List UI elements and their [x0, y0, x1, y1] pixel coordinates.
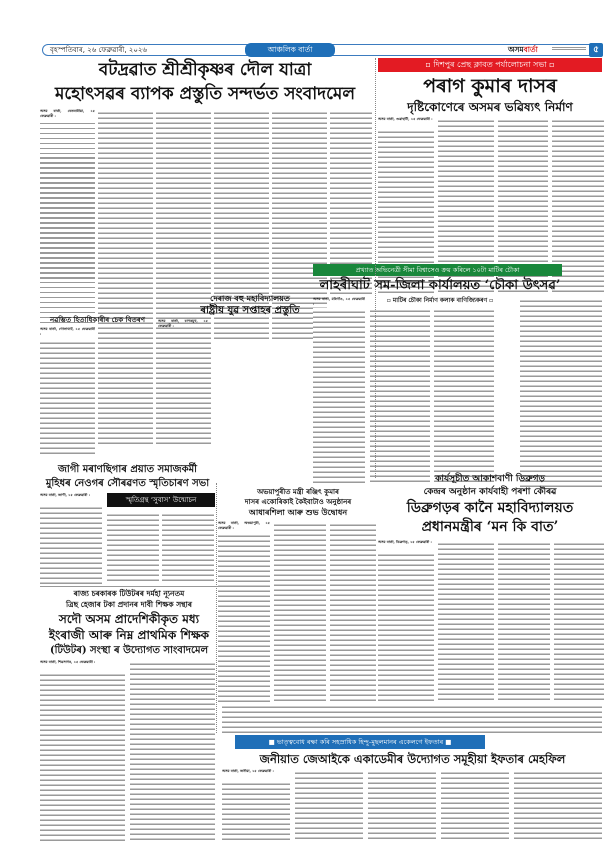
chouka-body-col3 [434, 307, 494, 483]
dol-jatra-body-col2 [98, 109, 153, 444]
issue-date: বৃহস্পতিবাৰ, ২৬ ফেব্ৰুৱাৰী, ২০২৬ [50, 46, 148, 54]
website-info-icon [552, 46, 586, 54]
mkb-dateline: অসম বাৰ্তা, ডিব্ৰুগড়, ২৫ ফেব্ৰুৱাৰী : [378, 540, 432, 544]
section-rule [40, 586, 218, 587]
iftar-kicker: ■ ভাতৃত্ববোধ ৰক্ষা কৰি সহস্ৰাধিক হিন্দু-মুছলমানৰ একেলগে ইফতাৰ ■ [235, 735, 485, 749]
mkb-kicker-1: কাৰ্যসূচীত আকাশবাণী ডিব্ৰুগড় [435, 474, 545, 484]
parag-headline-2: দৃষ্টিকোণেৰে অসমৰ ভৱিষ্যৎ নিৰ্মাণ [407, 100, 573, 114]
dol-jatra-headline-2: মহোৎসৱৰ ব্যাপক প্ৰস্তুতি সন্দৰ্ভত সংবাদমেল [54, 84, 356, 104]
abhayapuri-headline-1: অভয়াপুৰীত মন্ত্ৰী ৰঞ্জিৎ কুমাৰ [257, 487, 339, 496]
section-label: আঞ্চলিক বাৰ্তা [245, 43, 335, 57]
notice-headline: নৱম্ভিত হিতাধিকাৰীৰ চেক বিতৰণ [50, 315, 145, 324]
tet-kicker-2: ত্ৰিছ হেজাৰ টকা প্ৰদানৰ দাবী শিক্ষক সন্থাৰ [65, 600, 192, 609]
tet-headline-1: সদৌ অসম প্ৰাদেশিকীকৃত মধ্য [58, 612, 200, 626]
jagi-body-col2 [107, 511, 159, 583]
parag-dateline: অসম বাৰ্তা, গুৱাহাটী, ২৫ ফেব্ৰুৱাৰী : [378, 117, 433, 121]
parag-kicker: ▫ দিশপুৰ প্ৰেছ ক্লাবত পৰ্যালোচনা সভা ▫ [378, 58, 602, 72]
chouka-subhead: ▫ মাটিৰ চৌকা নিৰ্মাণ কলাক বাণিজ্যিকৰণ ▫ [386, 297, 494, 304]
iftar-headline: জনীয়াত জেআইকে একাডেমীৰ উদ্যোগত সমূহীয়া ইফতাৰ মেহফিল [259, 752, 566, 766]
abhayapuri-headline-3: আধাৰশিলা আৰু শুভ উদ্বোধন [248, 507, 348, 517]
jagi-body-col1-text [40, 504, 102, 584]
iftar-body-col1-text [222, 780, 290, 840]
abhayapuri-body-col2 [274, 521, 326, 703]
tet-kicker-1: ৰাজ্য চৰকাৰক টিউটৰৰ দৰ্মহা ন্যূনতম [73, 589, 185, 598]
mkb-body-col2 [438, 540, 494, 702]
abhayapuri-dateline: অসম বাৰ্তা, অভয়াপুৰী, ২৫ ফেব্ৰুৱাৰী : [218, 521, 270, 530]
mkb-body-col3 [498, 540, 550, 702]
mkb-kicker-2: কেন্দ্ৰৰ অনুষ্ঠান কাৰ্যবাহী পৰশা কৌৰৱ [423, 487, 557, 497]
parag-headline-1: পৰাগ কুমাৰ দাসৰ [423, 75, 557, 97]
mkb-headline-2: প্ৰধানমন্ত্ৰীৰ ‘মন কি বাত’ [421, 519, 559, 535]
page-number: ৫ [589, 43, 603, 57]
tet-body-col2 [130, 660, 215, 840]
column-rule [216, 483, 217, 733]
tet-body-col1-text [40, 671, 125, 841]
newspaper-page [40, 43, 605, 843]
chouka-body-col1-text [313, 308, 365, 483]
chouka-headline: লাহৰীঘাট সম-জিলা কাৰ্যালয়ত ‘চৌকা উৎসৱ’ [319, 278, 561, 293]
mkb-body-col1-text [378, 551, 434, 701]
jagi-headline-1: জাগী মৰাণছিগাৰ প্ৰয়াত সমাজকৰ্মী [57, 464, 197, 475]
tet-headline-2: ইংৰাজী আৰু নিম্ন প্ৰাথমিক শিক্ষক [48, 628, 210, 642]
jagi-tag: স্মৃতিগ্ৰন্থ ‘সুবাস’ উন্মোচন [107, 493, 215, 507]
jagi-dateline: অসম বাৰ্তা, জাগী, ২৫ ফেব্ৰুৱাৰী : [40, 493, 90, 497]
notice-body-text [40, 339, 95, 457]
masthead [40, 43, 605, 57]
abhayapuri-body-col1-text [218, 532, 270, 702]
dewraj-dateline: অসম বাৰ্তা, চাপৰমুখ, ২৫ ফেব্ৰুৱাৰী : [158, 319, 208, 328]
logo-main: অসম [508, 45, 524, 54]
iftar-body-col3 [368, 769, 436, 841]
iftar-body-col5 [514, 769, 602, 841]
iftar-body-col4 [441, 769, 509, 841]
chouka-dateline: অসম বাৰ্তা, মৰিগাঁও, ২৫ ফেব্ৰুৱাৰী : [313, 297, 365, 306]
logo-accent: বাৰ্তা [523, 45, 538, 54]
dewraj-body-col1 [158, 319, 208, 469]
jagi-body-col3 [162, 511, 214, 583]
chouka-kicker: প্ৰখ্যাত অভিনেত্ৰী সীমা বিশ্বাসেও ক্ৰয় কৰিলে ১০টা মাটিৰ চৌকা [313, 264, 562, 276]
mkb-headline-1: ডিব্ৰুগড়ৰ কানৈ মহাবিদ্যালয়ত [406, 500, 574, 516]
iftar-body-col2 [295, 769, 363, 841]
jagi-headline-2: মুহিধৰ নেওগৰ সৌৰৱণত স্মৃতিচাৰণ সভা [45, 478, 210, 489]
chouka-body-col2 [370, 307, 430, 483]
notice-dateline: অসম বাৰ্তা, গোলাঘাট, ২৫ ফেব্ৰুৱাৰী : [40, 327, 95, 336]
dewraj-headline-1: দেৰাজ বহু মহাবিদ্যালয়ত [210, 293, 290, 303]
dol-jatra-headline-1: বটদ্ৰৱাত শ্ৰীশ্ৰীকৃষ্ণৰ দৌল যাত্ৰা [98, 60, 312, 80]
dateline: অসম বাৰ্তা, বেতবাৰীয়া, ২৫ ফেব্ৰুৱাৰী : [40, 109, 95, 118]
abhayapuri-headline-2: দাসৰ একোৰিকাই কৈইবাটাও অনুষ্ঠানৰ [244, 497, 352, 506]
tet-dateline: অসম বাৰ্তা, শিৱসাগৰ, ২৫ ফেব্ৰুৱাৰী : [40, 660, 96, 664]
iftar-dateline: অসম বাৰ্তা, জনীয়া, ২৫ ফেব্ৰুৱাৰী : [222, 769, 274, 773]
mkb-body-col4 [554, 540, 604, 702]
tet-headline-3: (টিউটৰ) সংস্থা ৰ উদ্যোগত সাংবাদমেল [49, 645, 209, 656]
chouka-body-col4 [520, 297, 602, 487]
column-rule [375, 58, 376, 478]
newspaper-logo [508, 44, 538, 56]
dewraj-headline-2: ৰাষ্ট্ৰীয় যুৱ সপ্তাহৰ প্ৰস্তুতি [200, 305, 300, 316]
abhayapuri-lower-col [222, 703, 602, 733]
abhayapuri-body-col3 [330, 521, 376, 703]
